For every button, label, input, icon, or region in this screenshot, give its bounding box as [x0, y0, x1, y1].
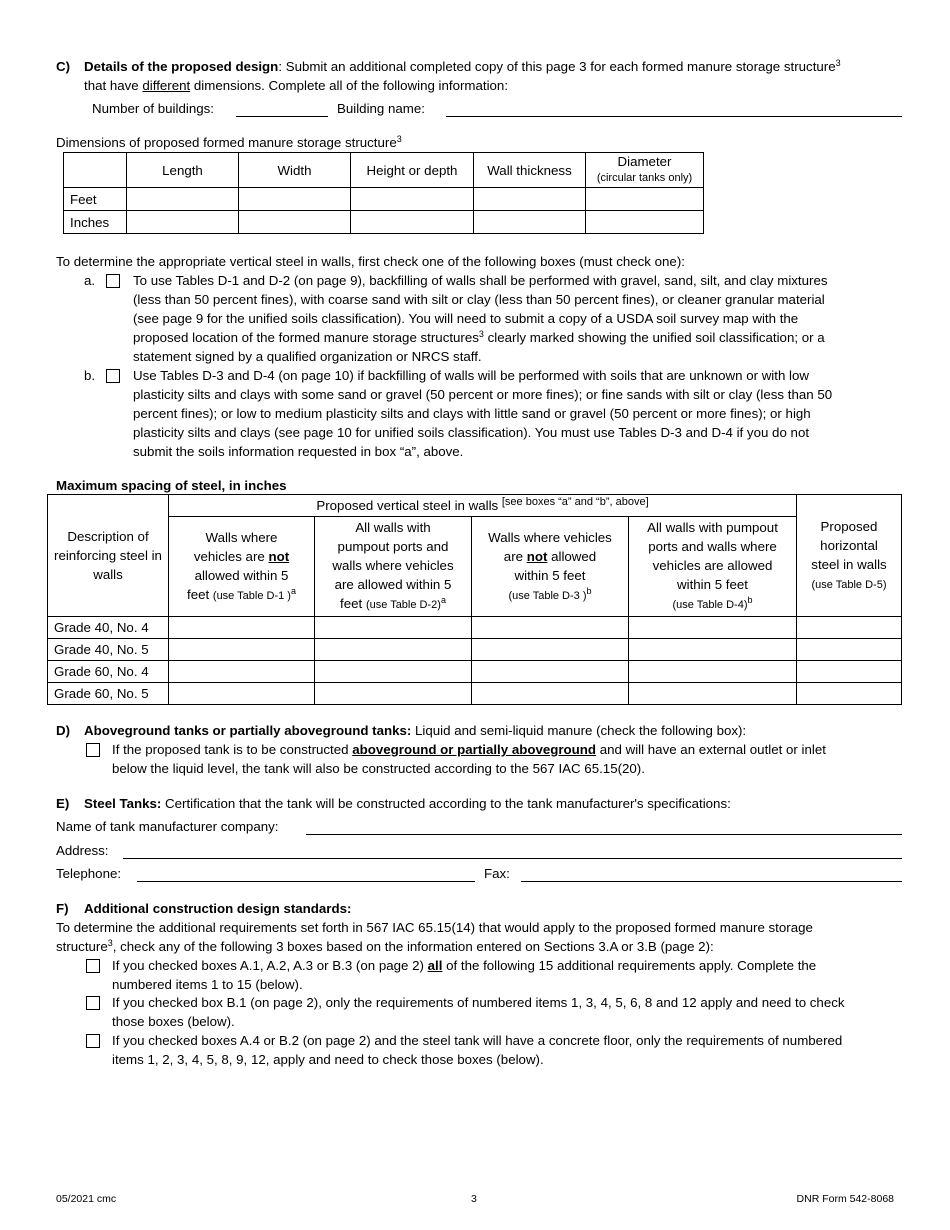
steel-col1-header: Walls where vehicles are not allowed within 5 feet (use Table D-1 )$^a$	[169, 517, 315, 617]
aboveground-text: If the proposed tank is to be constructed aboveground or partially aboveground and will have an external outlet or inlet below the liquid level, the tank will also be constructed according to the 567 IAC 65.15(20).	[112, 742, 826, 776]
determine-steel-text: To determine the appropriate vertical steel in walls, first check one of the following boxes (must check one):	[56, 254, 685, 269]
section-d-title: Aboveground tanks or partially aboveground tanks:	[84, 723, 412, 738]
feet-width-cell[interactable]	[239, 188, 351, 211]
steel-cell[interactable]	[797, 683, 902, 705]
steel-cell[interactable]	[629, 683, 797, 705]
dim-header-diameter: Diameter (circular tanks only)	[586, 153, 704, 188]
steel-cell[interactable]	[797, 617, 902, 639]
feet-height-cell[interactable]	[351, 188, 474, 211]
section-c-letter: C)	[56, 59, 71, 74]
footer-page-number: 3	[471, 1193, 477, 1205]
aboveground-checkbox[interactable]	[86, 743, 100, 757]
option-a-text: To use Tables D-1 and D-2 (on page 9), backfilling of walls shall be performed with gravel, sand, silt, and clay mixtures (less than 50 percent fines), with coarse sand with silt or clay (less than 50 percent fines), or cleaner granular material (see page 9 for the unified soils classification). You will need to submit a copy of a USDA soil survey map with the proposed location of the formed manure storage structures$^3$ clearly marked showing the unified soil classification; or a statement signed by a qualified organization or NRCS staff.	[133, 273, 828, 364]
section-e-intro: Steel Tanks: Certification that the tank will be constructed according to the tank manufacturer's specifications:	[84, 796, 731, 811]
design-option-1-text: If you checked boxes A.1, A.2, A.3 or B.3 (on page 2) all of the following 15 additional requirements apply. Complete the numbered items 1 to 15 (below).	[112, 958, 817, 992]
option-a-label: a.	[84, 273, 96, 288]
footer-date: 05/2021 cmc	[56, 1193, 117, 1205]
steel-col5-header: Proposed horizontal steel in walls (use Table D-5)	[797, 495, 902, 617]
fax-label: Fax:	[484, 866, 510, 881]
option-a-checkbox[interactable]	[106, 274, 120, 288]
steel-cell[interactable]	[797, 639, 902, 661]
steel-cell[interactable]	[472, 617, 629, 639]
dim-header-width: Width	[239, 153, 351, 188]
inches-diameter-cell[interactable]	[586, 211, 704, 234]
steel-cell[interactable]	[315, 661, 472, 683]
dim-row-inches-label: Inches	[64, 211, 127, 234]
steel-caption: Maximum spacing of steel, in inches	[56, 478, 287, 493]
steel-col3-header: Walls where vehicles are not allowed within 5 feet (use Table D-3 )$^b$	[472, 517, 629, 617]
design-option-3-checkbox[interactable]	[86, 1034, 100, 1048]
steel-cell[interactable]	[472, 639, 629, 661]
steel-cell[interactable]	[315, 639, 472, 661]
building-name-label: Building name:	[337, 101, 425, 116]
footer-form-number: DNR Form 542-8068	[796, 1193, 894, 1205]
steel-desc-header: Description of reinforcing steel in walls	[48, 495, 169, 617]
steel-cell[interactable]	[629, 617, 797, 639]
manufacturer-input[interactable]	[306, 834, 902, 835]
steel-cell[interactable]	[629, 639, 797, 661]
address-label: Address:	[56, 843, 109, 858]
option-b-text: Use Tables D-3 and D-4 (on page 10) if backfilling of walls will be performed with soils that are unknown or with low plasticity silts and clays with some sand or gravel (50 percent or more fines); or fine sands with silt or clay (less than 50 percent fines); or low to medium plasticity silts and clays with little sand or gravel (50 percent or more fines); or high plasticity silts and clays (see page 10 for unified soils classification). You must use Tables D-3 and D-4 if you do not submit the soils information requested in box “a”, above.	[133, 368, 833, 459]
manufacturer-label: Name of tank manufacturer company:	[56, 819, 279, 834]
address-input[interactable]	[123, 858, 902, 859]
steel-row-label: Grade 60, No. 5	[48, 683, 169, 705]
fax-input[interactable]	[521, 881, 902, 882]
dim-header-height: Height or depth	[351, 153, 474, 188]
steel-cell[interactable]	[629, 661, 797, 683]
steel-cell[interactable]	[472, 683, 629, 705]
dim-header-length: Length	[127, 153, 239, 188]
section-e-title: Steel Tanks:	[84, 796, 162, 811]
dim-header-wall-thickness: Wall thickness	[474, 153, 586, 188]
steel-cell[interactable]	[169, 617, 315, 639]
feet-diameter-cell[interactable]	[586, 188, 704, 211]
section-f-intro: To determine the additional requirements set forth in 567 IAC 65.15(14) that would apply to the proposed formed manure storage structure$^3$, check any of the following 3 boxes based on the information entered on Sections 3.A or 3.B (page 2):	[56, 920, 813, 954]
feet-wall-thickness-cell[interactable]	[474, 188, 586, 211]
section-c-intro: Details of the proposed design: Submit an additional completed copy of this page 3 for each formed manure storage structure$^3$ that have different dimensions. Complete all of the following information:	[84, 58, 841, 93]
steel-cell[interactable]	[315, 617, 472, 639]
inches-height-cell[interactable]	[351, 211, 474, 234]
section-f-letter: F)	[56, 901, 69, 916]
num-buildings-input[interactable]	[236, 116, 328, 117]
steel-cell[interactable]	[169, 639, 315, 661]
steel-row-label: Grade 40, No. 5	[48, 639, 169, 661]
dim-row-feet-label: Feet	[64, 188, 127, 211]
num-buildings-label: Number of buildings:	[92, 101, 214, 116]
steel-cell[interactable]	[472, 661, 629, 683]
design-option-2-text: If you checked box B.1 (on page 2), only the requirements of numbered items 1, 3, 4, 5, 6, 8 and 12 apply and need to check those boxes (below).	[112, 995, 845, 1029]
telephone-label: Telephone:	[56, 866, 122, 881]
section-c-title: Details of the proposed design	[84, 59, 279, 74]
section-f-title: Additional construction design standards:	[84, 901, 352, 916]
design-option-1-checkbox[interactable]	[86, 959, 100, 973]
feet-length-cell[interactable]	[127, 188, 239, 211]
section-d-letter: D)	[56, 723, 71, 738]
steel-cell[interactable]	[315, 683, 472, 705]
option-b-checkbox[interactable]	[106, 369, 120, 383]
steel-row-label: Grade 40, No. 4	[48, 617, 169, 639]
steel-group-header: Proposed vertical steel in walls [see boxes “a” and “b”, above]	[169, 495, 797, 517]
section-e-letter: E)	[56, 796, 70, 811]
telephone-input[interactable]	[137, 881, 475, 882]
steel-cell[interactable]	[797, 661, 902, 683]
steel-table	[47, 494, 902, 705]
building-name-input[interactable]	[446, 116, 902, 117]
steel-col2-header: All walls with pumpout ports and walls where vehicles are allowed within 5 feet (use Table D-2)$^a$	[315, 517, 472, 617]
section-d-intro: Aboveground tanks or partially aboveground tanks: Liquid and semi-liquid manure (check the following box):	[84, 723, 747, 738]
design-option-2-checkbox[interactable]	[86, 996, 100, 1010]
steel-col4-header: All walls with pumpout ports and walls where vehicles are allowed within 5 feet (use Table D-4)$^b$	[629, 517, 797, 617]
design-option-3-text: If you checked boxes A.4 or B.2 (on page 2) and the steel tank will have a concrete floor, only the requirements of numbered items 1, 2, 3, 4, 5, 8, 9, 12, apply and need to check those boxes (below).	[112, 1033, 843, 1067]
inches-width-cell[interactable]	[239, 211, 351, 234]
inches-length-cell[interactable]	[127, 211, 239, 234]
dimensions-caption: Dimensions of proposed formed manure storage structure$^3$	[56, 134, 402, 150]
steel-cell[interactable]	[169, 683, 315, 705]
inches-wall-thickness-cell[interactable]	[474, 211, 586, 234]
dimensions-table	[63, 152, 704, 234]
steel-row-label: Grade 60, No. 4	[48, 661, 169, 683]
option-b-label: b.	[84, 368, 96, 383]
steel-cell[interactable]	[169, 661, 315, 683]
